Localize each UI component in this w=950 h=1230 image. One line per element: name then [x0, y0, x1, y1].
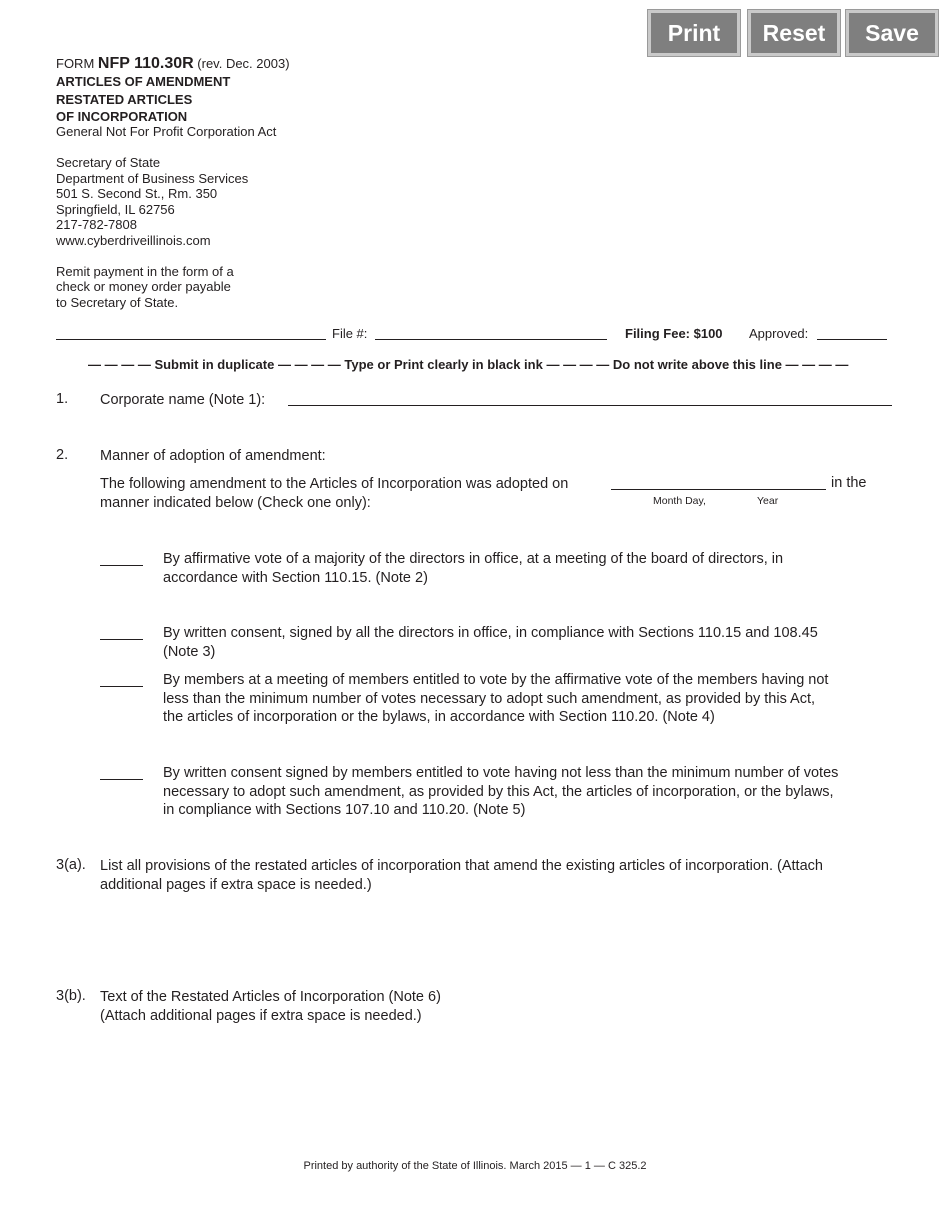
form-id — [56, 56, 290, 72]
item-2-text-start: The following amendment to the Articles of Incorporation was adopted on — [100, 476, 569, 492]
remit-line-1: Remit payment in the form of a — [56, 264, 234, 279]
office-use-blank — [56, 339, 326, 340]
option-1-checkline[interactable] — [100, 565, 143, 566]
option-2-text — [163, 624, 903, 661]
remit-line-2: check or money order payable — [56, 279, 231, 294]
option-3-checkline[interactable] — [100, 686, 143, 687]
item-2-heading: Manner of adoption of amendment: — [100, 448, 326, 464]
title-line-2: RESTATED ARTICLES — [56, 92, 193, 107]
item-2-text-line-2: manner indicated below (Check one only): — [100, 495, 371, 511]
item-3b-line-1: Text of the Restated Articles of Incorporation (Note 6) — [100, 989, 441, 1005]
adoption-date-field[interactable] — [611, 489, 826, 490]
item-2-number: 2. — [56, 447, 69, 463]
option-3-line-2: less than the minimum number of votes necessary to adopt such amendment, as provided by this Act, — [163, 690, 816, 707]
option-3-text — [163, 671, 903, 727]
approved-blank — [817, 339, 887, 340]
item-3a-text — [100, 857, 900, 895]
address-phone: 217-782-7808 — [56, 217, 137, 232]
item-2-text-end: in the — [831, 475, 867, 491]
option-1-line-2: accordance with Section 110.15. (Note 2) — [163, 569, 428, 586]
option-3-line-1: By members at a meeting of members entitled to vote by the affirmative vote of the members having not — [163, 672, 829, 688]
option-4-checkline[interactable] — [100, 779, 143, 780]
address-line-2: Department of Business Services — [56, 171, 249, 186]
address-website: www.cyberdriveillinois.com — [56, 233, 211, 248]
item-3b-number: 3(b). — [56, 988, 86, 1004]
corporate-name-label: Corporate name (Note 1): — [100, 392, 266, 408]
option-4-text — [163, 764, 903, 820]
month-day-label: Month Day, — [653, 495, 706, 507]
option-1-line-1: By affirmative vote of a majority of the directors in office, at a meeting of the board of directors, in — [163, 551, 784, 567]
instruction-line: — — — — Submit in duplicate — — — — Type or Print clearly in black ink — — — — Do not write above this line — — — — — [88, 357, 849, 372]
footer-text: Printed by authority of the State of Illinois. March 2015 — 1 — C 325.2 — [303, 1160, 647, 1172]
form-revision: (rev. Dec. 2003) — [197, 56, 290, 71]
address-line-3: 501 S. Second St., Rm. 350 — [56, 186, 218, 201]
title-line-1: ARTICLES OF AMENDMENT — [56, 74, 231, 89]
item-3a-line-2: additional pages if extra space is needed.) — [100, 877, 372, 893]
filing-fee: Filing Fee: $100 — [625, 326, 723, 341]
form-number: NFP 110.30R — [97, 55, 194, 72]
option-3-line-3: the articles of incorporation or the bylaws, in accordance with Section 110.20. (Note 4) — [163, 709, 715, 725]
print-button[interactable]: Print — [648, 10, 740, 56]
approved-label: Approved: — [749, 326, 809, 341]
file-number-label: File #: — [332, 326, 368, 341]
option-2-checkline[interactable] — [100, 639, 143, 640]
item-3b-line-2: (Attach additional pages if extra space is needed.) — [100, 1008, 422, 1024]
title-line-3: OF INCORPORATION — [56, 109, 188, 124]
option-4-line-2: necessary to adopt such amendment, as provided by this Act, the articles of incorporation, or the bylaws, — [163, 783, 834, 800]
option-2-line-2: (Note 3) — [163, 643, 216, 660]
act-name: General Not For Profit Corporation Act — [56, 124, 277, 139]
year-label: Year — [757, 495, 779, 507]
item-1-number: 1. — [56, 391, 69, 407]
address-line-4: Springfield, IL 62756 — [56, 202, 175, 217]
option-4-line-1: By written consent signed by members entitled to vote having not less than the minimum number of votes — [163, 765, 839, 781]
reset-button[interactable]: Reset — [748, 10, 840, 56]
option-1-text — [163, 550, 903, 587]
item-3b-text — [100, 988, 441, 1026]
corporate-name-field[interactable] — [288, 405, 892, 406]
save-button[interactable]: Save — [846, 10, 938, 56]
address-line-1: Secretary of State — [56, 155, 161, 170]
file-number-blank — [375, 339, 607, 340]
form-prefix: FORM — [56, 56, 95, 71]
option-4-line-3: in compliance with Sections 107.10 and 110.20. (Note 5) — [163, 802, 526, 818]
remit-line-3: to Secretary of State. — [56, 295, 179, 310]
item-3a-line-1: List all provisions of the restated articles of incorporation that amend the existing articles of incorporation. (Attach — [100, 858, 823, 874]
option-2-line-1: By written consent, signed by all the directors in office, in compliance with Sections 110.15 and 108.45 — [163, 625, 818, 641]
item-3a-number: 3(a). — [56, 857, 86, 873]
